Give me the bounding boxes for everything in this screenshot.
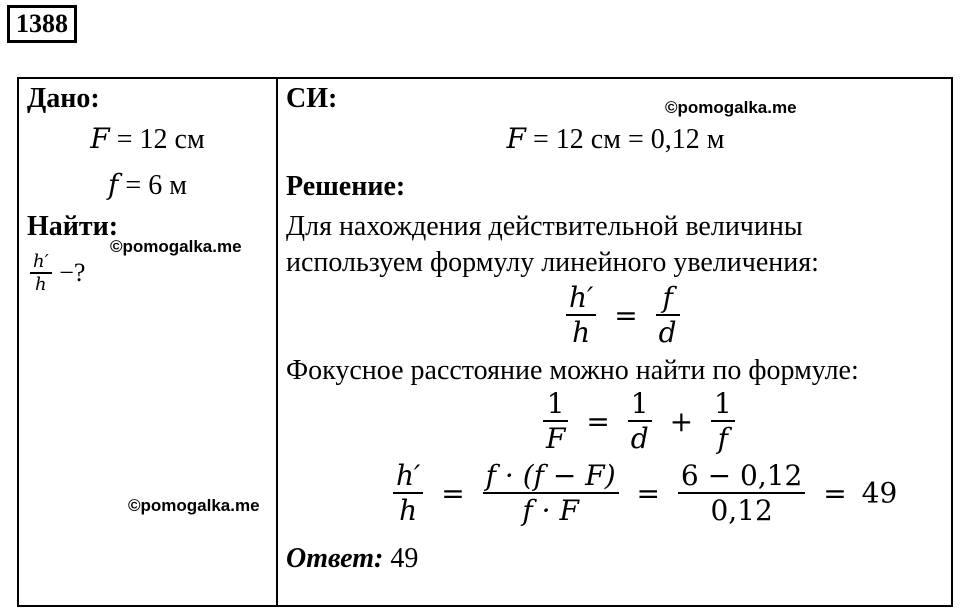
solution-text-2: используем формулу линейного увеличения: xyxy=(286,247,819,278)
given-image-distance: f = 6 м xyxy=(108,168,187,201)
watermark: ©pomogalka.me xyxy=(665,98,797,117)
find-quantity: $\frac{h'}{h}$ −? xyxy=(27,251,85,295)
find-heading: Найти: xyxy=(27,211,119,242)
solution-heading: Решение: xyxy=(286,171,406,202)
find-fraction: $\frac{h'}{h}$ xyxy=(30,251,52,295)
watermark: ©pomogalka.me xyxy=(128,496,260,515)
lens-formula: $\frac{1}{F}$ = $\frac{1}{d}$ + $\frac{1}{f}$ xyxy=(540,387,738,455)
solution-text-1: Для нахождения действительной величины xyxy=(286,211,803,242)
given-heading: Дано: xyxy=(27,83,100,114)
problem-number: 1388 xyxy=(7,5,77,43)
given-column xyxy=(19,79,276,605)
si-heading: СИ: xyxy=(286,83,338,114)
answer-label: Ответ: xyxy=(286,543,384,574)
result-formula: $\frac{h'}{h}$ = $\frac{f \cdot (f - F)}{f \cdot F}$ = $\frac{6 - 0,12}{0,12}$ = 49 xyxy=(390,459,897,527)
magnification-formula: $\frac{h'}{h}$ = $\frac{f}{d}$ xyxy=(563,281,683,349)
solution-column xyxy=(278,79,951,605)
solution-text-3: Фокусное расстояние можно найти по формуле: xyxy=(286,355,859,386)
answer xyxy=(286,541,418,577)
given-focal-length: F = 12 см xyxy=(90,122,205,155)
si-conversion: F = 12 см = 0,12 м xyxy=(506,122,725,155)
solution-table xyxy=(17,77,953,607)
answer-value: 49 xyxy=(390,543,419,574)
watermark: ©pomogalka.me xyxy=(110,237,242,256)
